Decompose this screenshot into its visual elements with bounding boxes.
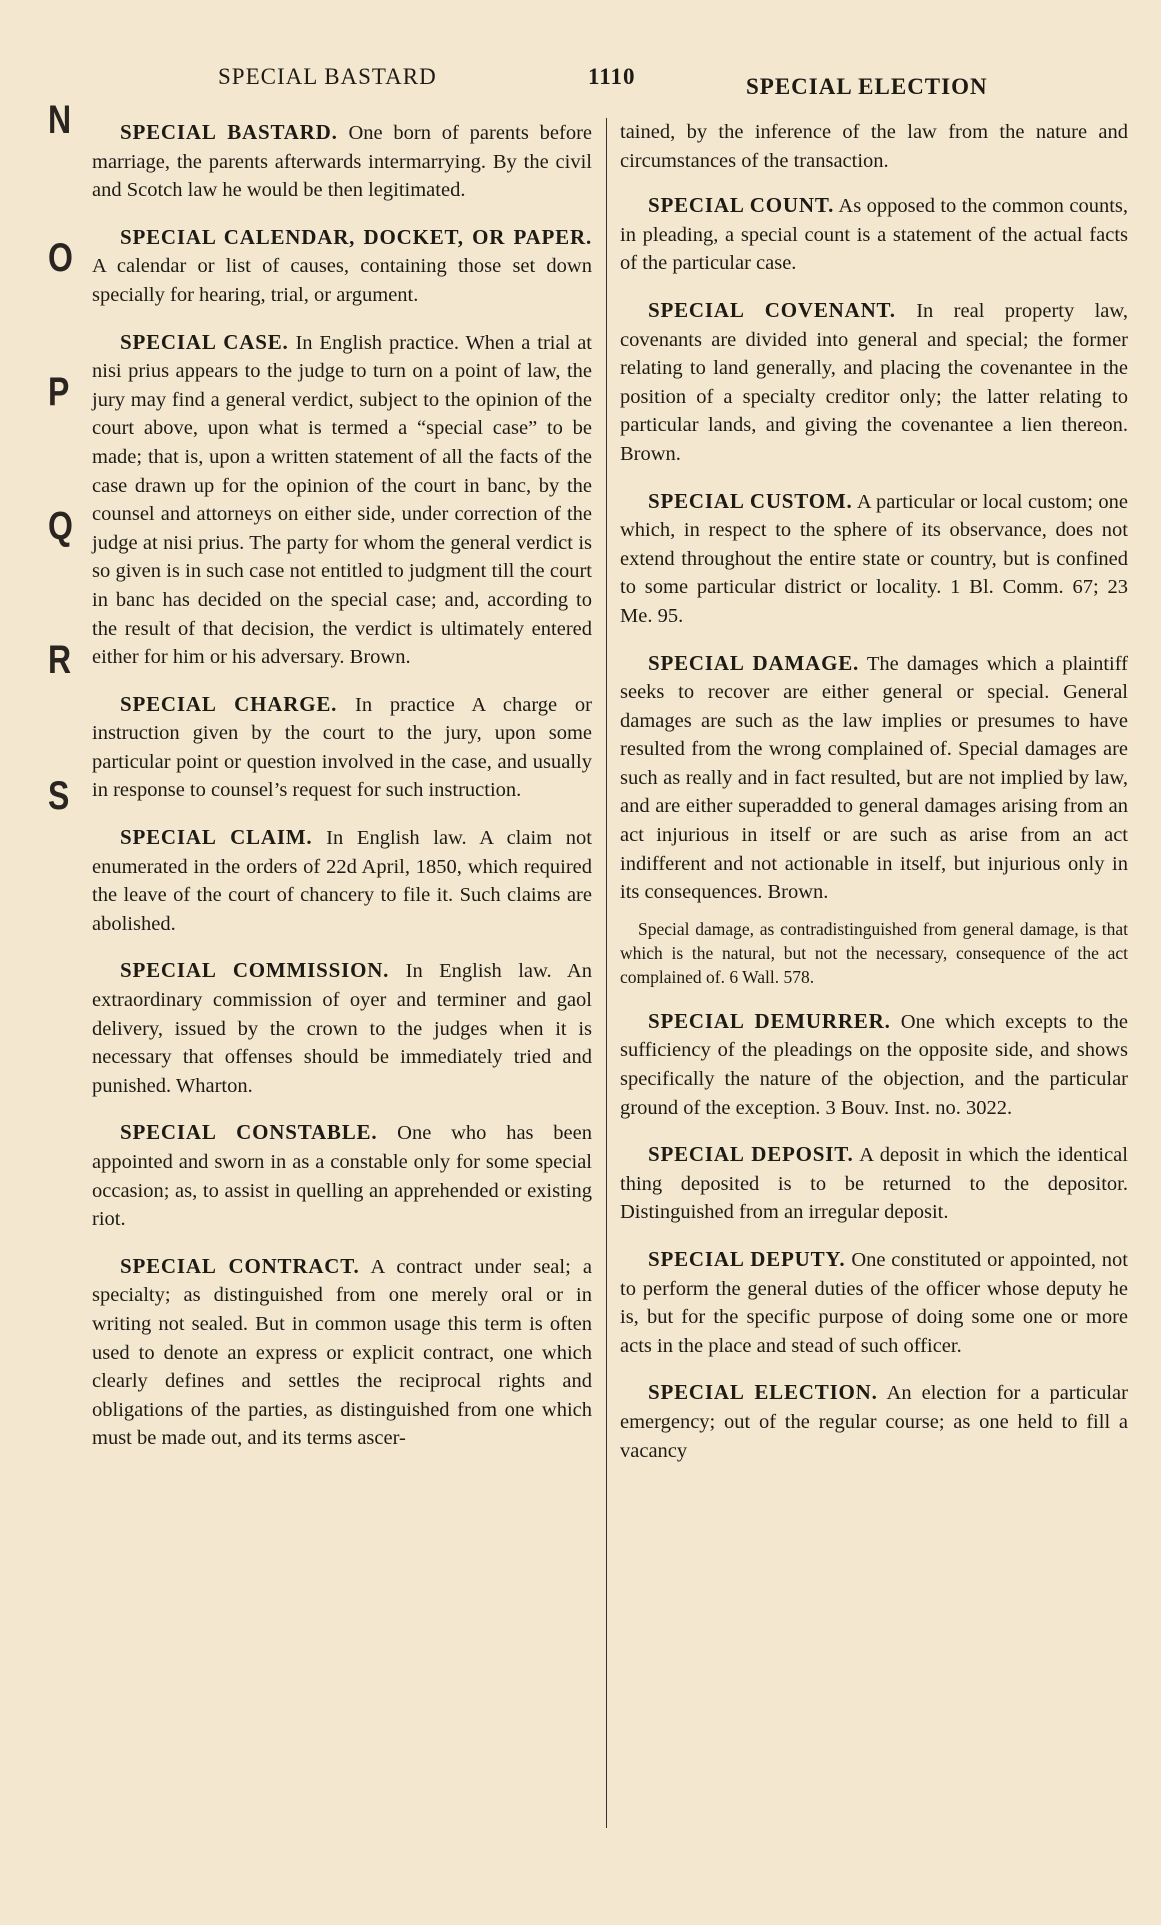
entry — [620, 1007, 1128, 1122]
entry-term: SPECIAL DAMAGE. — [648, 650, 860, 675]
entry-term: SPECIAL BASTARD. — [120, 120, 338, 144]
entry-term: SPECIAL CALENDAR, DOCKET, OR PAPER. — [120, 224, 592, 249]
entry-body: One who has been appointed and sworn in as a constable only for some special occasion; as, to assist in quelling an apprehended or existing riot. — [92, 1122, 593, 1231]
entry-body: One born of parents before marriage, the parents afterwards intermarrying. By the civil and Scotch law he would be then legitimated. — [92, 122, 592, 202]
thumb-index-letter[interactable]: Q — [48, 504, 73, 548]
entry-body: One which excepts to the sufficiency of the pleadings on the opposite side, and shows specifically the nature of the objection, and the particular ground of the exception. 3 Bouv. Inst. no. 3022. — [620, 1010, 1128, 1119]
entry-term: SPECIAL COMMISSION. — [120, 958, 390, 983]
entry — [620, 1140, 1128, 1227]
header-left-guide-word: SPECIAL BASTARD — [218, 64, 437, 89]
entry-body: A calendar or list of causes, containing those set down specially for hearing, trial, or argument. — [92, 255, 592, 306]
entry-body: In practice A charge or instruction given by the court to the jury, upon some particular point or question involved in the case, and usually in response to counsel’s request for such instruction. — [92, 693, 593, 802]
entry-term: SPECIAL CLAIM. — [120, 825, 313, 850]
entry — [92, 690, 592, 805]
entry — [620, 1245, 1128, 1360]
entry-body: In English law. An extraordinary commission of oyer and terminer and gaol delivery, issued by the crown to the judges when it is necessary that offenses should be immediately tried and punished. Wharton. — [92, 960, 592, 1097]
entry — [620, 296, 1128, 469]
entry-term: SPECIAL CASE. — [120, 329, 289, 354]
left-column — [92, 118, 592, 1471]
entry — [92, 1252, 592, 1453]
thumb-index-letter[interactable]: R — [48, 638, 72, 682]
entry — [92, 223, 592, 310]
entry-body: One constituted or appointed, not to perform the general duties of the officer whose deputy he is, but for the specific purpose of doing some one or more acts in the place and stead of such officer. — [620, 1249, 1128, 1357]
header-right-guide-word: SPECIAL ELECTION — [746, 74, 988, 99]
entry-body: An election for a particular emergency; out of the regular course; as one held to fill a vacancy — [620, 1382, 1128, 1462]
entry-body: A contract under seal; a specialty; as distinguished from one merely oral or in writing not sealed. But in common usage this term is often used to denote an express or explicit contract, one which clearly defines and settles the reciprocal rights and obligations of the parties, as distinguished from one which must be made out, and its terms ascer- — [92, 1255, 592, 1450]
entry-continuation: tained, by the inference of the law from the nature and circumstances of the transaction. — [620, 121, 1128, 172]
entry — [92, 956, 592, 1100]
right-column — [620, 118, 1128, 1483]
entry — [92, 1118, 592, 1233]
thumb-index-letter[interactable]: P — [48, 370, 70, 414]
entry — [620, 649, 1128, 907]
entry-term: SPECIAL CHARGE. — [120, 691, 338, 716]
entry-body: In real property law, covenants are divided into general and special; the former relating to land generally, and placing the covenantee in the position of a specialty creditor only; the latter relating to particular lands, and giving the covenantee a lien thereon. Brown. — [620, 299, 1128, 465]
entry — [92, 328, 592, 672]
thumb-index-letter[interactable]: O — [48, 236, 73, 280]
entry-term: SPECIAL CONTRACT. — [120, 1253, 360, 1278]
running-head — [0, 64, 1161, 104]
entry-body: A deposit in which the identical thing deposited is to be returned to the depositor. Distinguished from an irregular deposit. — [620, 1144, 1128, 1224]
entry-body: As opposed to the common counts, in pleading, a special count is a statement of the actual facts of the particular case. — [620, 195, 1128, 275]
entry-body: The damages which a plaintiff seeks to recover are either general or special. General damages are such as the law implies or presumes to have resulted from the wrong complained of. Special damages are such as really and in fact resulted, but are not implied by law, and are either superadded to general damages arising from an act injurious in itself or are such as arise from an act indifferent and not actionable in itself, but injurious only in its consequences. Brown. — [620, 652, 1128, 904]
entry-term: SPECIAL CUSTOM. — [648, 488, 853, 513]
entry — [92, 823, 592, 938]
column-divider — [606, 118, 607, 1828]
entry-note: Special damage, as contradistinguished from general damage, is that which is the natural, but not the necessary, consequence of the act complained of. 6 Wall. 578. — [620, 918, 1128, 987]
thumb-index-letter[interactable]: N — [48, 98, 72, 142]
entry-term: SPECIAL CONSTABLE. — [120, 1120, 378, 1145]
entry — [620, 191, 1128, 278]
entry — [92, 118, 592, 205]
entry-term: SPECIAL DEMURRER. — [648, 1008, 891, 1033]
entry-term: SPECIAL DEPUTY. — [648, 1247, 846, 1271]
entry — [620, 1378, 1128, 1465]
entry-term: SPECIAL DEPOSIT. — [648, 1142, 854, 1167]
entry-body: In English law. A claim not enumerated in the orders of 22d April, 1850, which required the leave of the court of chancery to file it. Such claims are abolished. — [92, 827, 592, 935]
entry-body: A particular or local custom; one which, in respect to the sphere of its observance, does not extend throughout the entire state or country, but is confined to some particular district or locality. 1 Bl. Comm. 67; 23 Me. 95. — [620, 490, 1128, 627]
page-number: 1110 — [588, 64, 636, 89]
entry-term: SPECIAL COVENANT. — [648, 297, 896, 322]
thumb-index-letter[interactable]: S — [48, 774, 70, 818]
entry-body: In English practice. When a trial at nisi prius appears to the judge to turn on a point of law, the jury may find a general verdict, subject to the opinion of the court above, upon what is termed a “special case” to be made; that is, upon a written statement of all the facts of the case drawn up for the opinion of the court in banc, by the counsel and attorneys on either side, under correction of the judge at nisi prius. The party for whom the general verdict is so given is in such case not entitled to judgment till the court in banc has decided on the special case; and, according to the result of that decision, the verdict is ultimately entered either for him or his adversary. Brown. — [92, 331, 592, 669]
entry-term: SPECIAL COUNT. — [648, 193, 835, 218]
entry-term: SPECIAL ELECTION. — [648, 1380, 878, 1405]
entry — [620, 487, 1128, 631]
